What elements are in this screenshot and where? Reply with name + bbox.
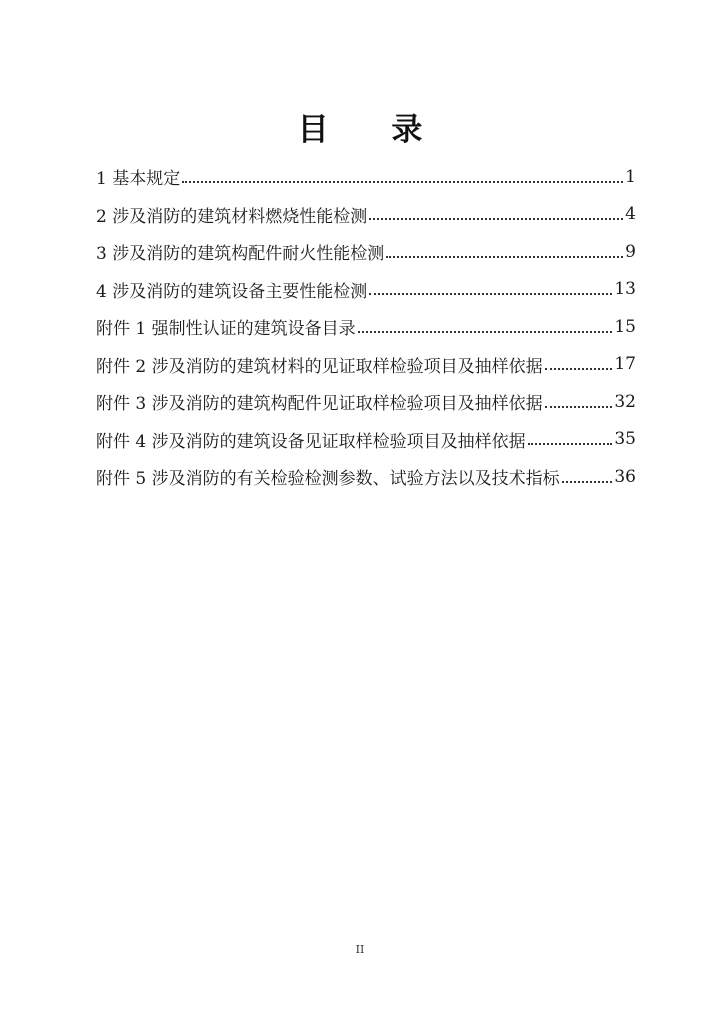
toc-entry-label: 3 涉及消防的建筑构配件耐火性能检测	[96, 244, 385, 265]
toc-title: 目 录	[297, 112, 449, 148]
toc-entry-page: 32	[614, 391, 636, 412]
toc-entry-label: 1 基本规定	[96, 169, 181, 190]
toc-entry-page: 17	[614, 354, 636, 375]
toc-entry-page: 13	[614, 279, 636, 300]
toc-entry[interactable]	[96, 346, 636, 384]
toc-leader-dots	[386, 254, 623, 258]
toc-entry-label: 2 涉及消防的建筑材料燃烧性能检测	[96, 206, 368, 227]
toc-leader-dots	[528, 441, 613, 445]
toc-entry-page: 36	[614, 466, 636, 487]
toc-entry-page: 4	[625, 204, 636, 225]
toc-leader-dots	[562, 479, 613, 483]
toc-leader-dots	[358, 329, 613, 333]
toc-entry[interactable]	[96, 233, 636, 271]
toc-entry-label: 附件 1 强制性认证的建筑设备目录	[96, 319, 356, 340]
toc-entry[interactable]	[96, 421, 636, 459]
toc-entry-page: 1	[625, 166, 636, 187]
toc-entry-page: 35	[614, 429, 636, 450]
toc-leader-dots	[182, 179, 623, 183]
toc-entry[interactable]	[96, 158, 636, 196]
page-number: II	[355, 943, 365, 956]
toc-entry[interactable]	[96, 383, 636, 421]
toc-entry-page: 15	[614, 316, 636, 337]
toc-entry[interactable]	[96, 308, 636, 346]
toc-entry-label: 4 涉及消防的建筑设备主要性能检测	[96, 281, 368, 302]
toc-entry[interactable]	[96, 271, 636, 309]
toc-entry-label: 附件 5 涉及消防的有关检验检测参数、试验方法以及技术指标	[96, 469, 560, 490]
toc-leader-dots	[545, 404, 613, 408]
toc-entry[interactable]	[96, 458, 636, 496]
toc-leader-dots	[369, 216, 623, 220]
toc-entry-label: 附件 4 涉及消防的建筑设备见证取样检验项目及抽样依据	[96, 431, 526, 452]
toc-entry-label: 附件 3 涉及消防的建筑构配件见证取样检验项目及抽样依据	[96, 394, 543, 415]
toc-entry-label: 附件 2 涉及消防的建筑材料的见证取样检验项目及抽样依据	[96, 356, 543, 377]
toc-leader-dots	[545, 366, 613, 370]
toc-entry-page: 9	[625, 241, 636, 262]
table-of-contents	[96, 158, 636, 496]
toc-entry[interactable]	[96, 196, 636, 234]
toc-leader-dots	[369, 291, 612, 295]
